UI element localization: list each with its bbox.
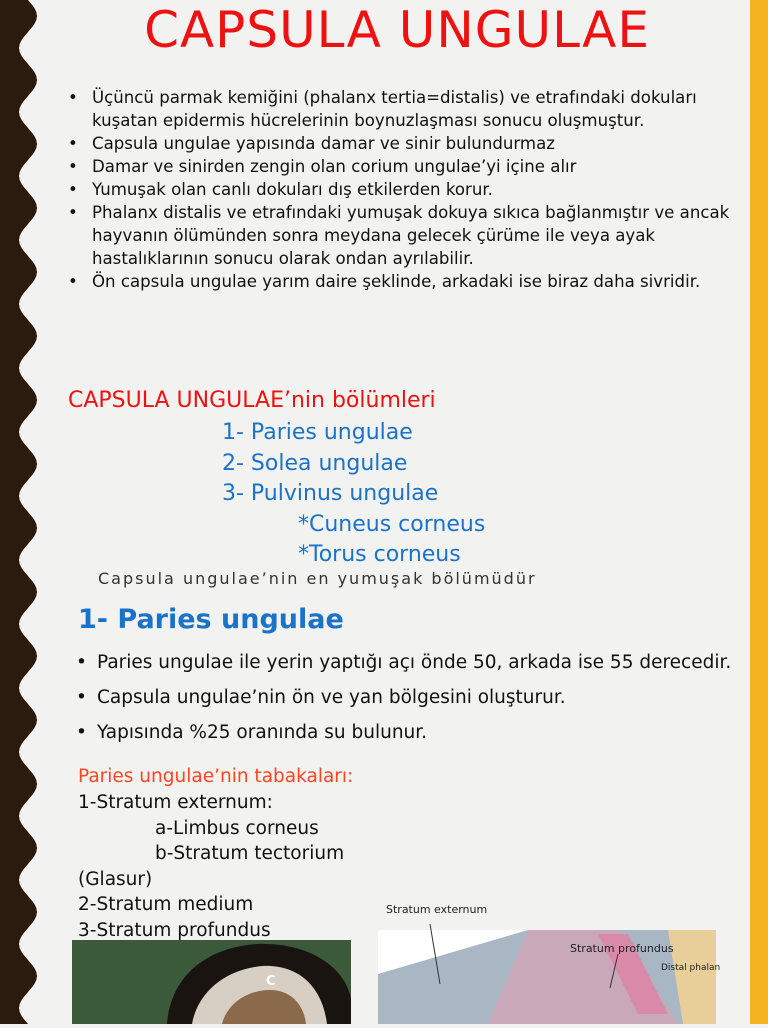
list-item: • Phalanx distalis ve etrafındaki yumuşak dokuya sıkıca bağlanmıştır ve ancak hayvanın ölümünden sonra meydana gelecek çürüme ile veya ayak hastalıklarının sonucu olarak ondan ayrılabilir. [66,201,731,270]
intro-bullet-list [66,86,731,293]
layer-item: 2-Stratum medium [78,894,254,915]
list-item: • Capsula ungulae yapısında damar ve sinir bulundurmaz [66,132,731,155]
hoof-layer-diagram [378,894,721,1024]
diagram-label-externum: Stratum externum [386,903,488,916]
right-accent-bar [750,0,768,1024]
page-title: CAPSULA UNGULAE [144,1,650,59]
list-item: • Üçüncü parmak kemiğini (phalanx tertia=distalis) ve etrafındaki dokuları kuşatan epidermis hücrelerinin boynuzlaşması sonucu oluşmuştur. [66,86,731,132]
list-item: • Capsula ungulae’nin ön ve yan bölgesini oluşturur. [76,684,736,711]
layers-heading: Paries ungulae’nin tabakaları: [78,766,354,787]
diagram-label-profundus: Stratum profundus [570,942,674,955]
part-item: 3- Pulvinus ungulae [222,481,439,506]
wavy-left-border [0,0,56,1024]
paries-bullet-list [76,649,736,754]
parts-list [222,418,485,571]
list-item: • Ön capsula ungulae yarım daire şeklinde, arkadaki ise biraz daha sivridir. [66,270,731,293]
sub-part-item: *Torus corneus [298,542,461,567]
layer-note: (Glasur) [78,868,153,890]
photo-label: C [266,974,276,989]
hoof-photo-art [72,940,351,1024]
layer-item: 3-Stratum profundus [78,919,271,941]
layer-item: 1-Stratum externum: [78,792,273,813]
sub-part-item: *Cuneus corneus [298,511,486,537]
list-item: • Paries ungulae ile yerin yaptığı açı önde 50, arkada ise 55 derecedir. [76,649,736,676]
parts-heading: CAPSULA UNGULAE’nin bölümleri [68,388,436,413]
hoof-photo [72,940,351,1024]
list-item: • Yumuşak olan canlı dokuları dış etkilerden korur. [66,178,731,201]
layer-subitem: b-Stratum tectorium [155,843,345,864]
list-item: • Yapısında %25 oranında su bulunur. [76,719,736,746]
slide2-title: 1- Paries ungulae [78,604,344,635]
part-item: 2- Solea ungulae [222,450,408,476]
diagram-label-distal: Distal phalan [661,963,721,973]
clipped-text-line: Capsula ungulae’nin en yumuşak bölümüdür [98,569,537,588]
part-item: 1- Paries ungulae [222,420,413,445]
layer-subitem: a-Limbus corneus [155,817,319,839]
list-item: • Damar ve sinirden zengin olan corium ungulae’yi içine alır [66,155,731,178]
layers-list [78,790,344,943]
